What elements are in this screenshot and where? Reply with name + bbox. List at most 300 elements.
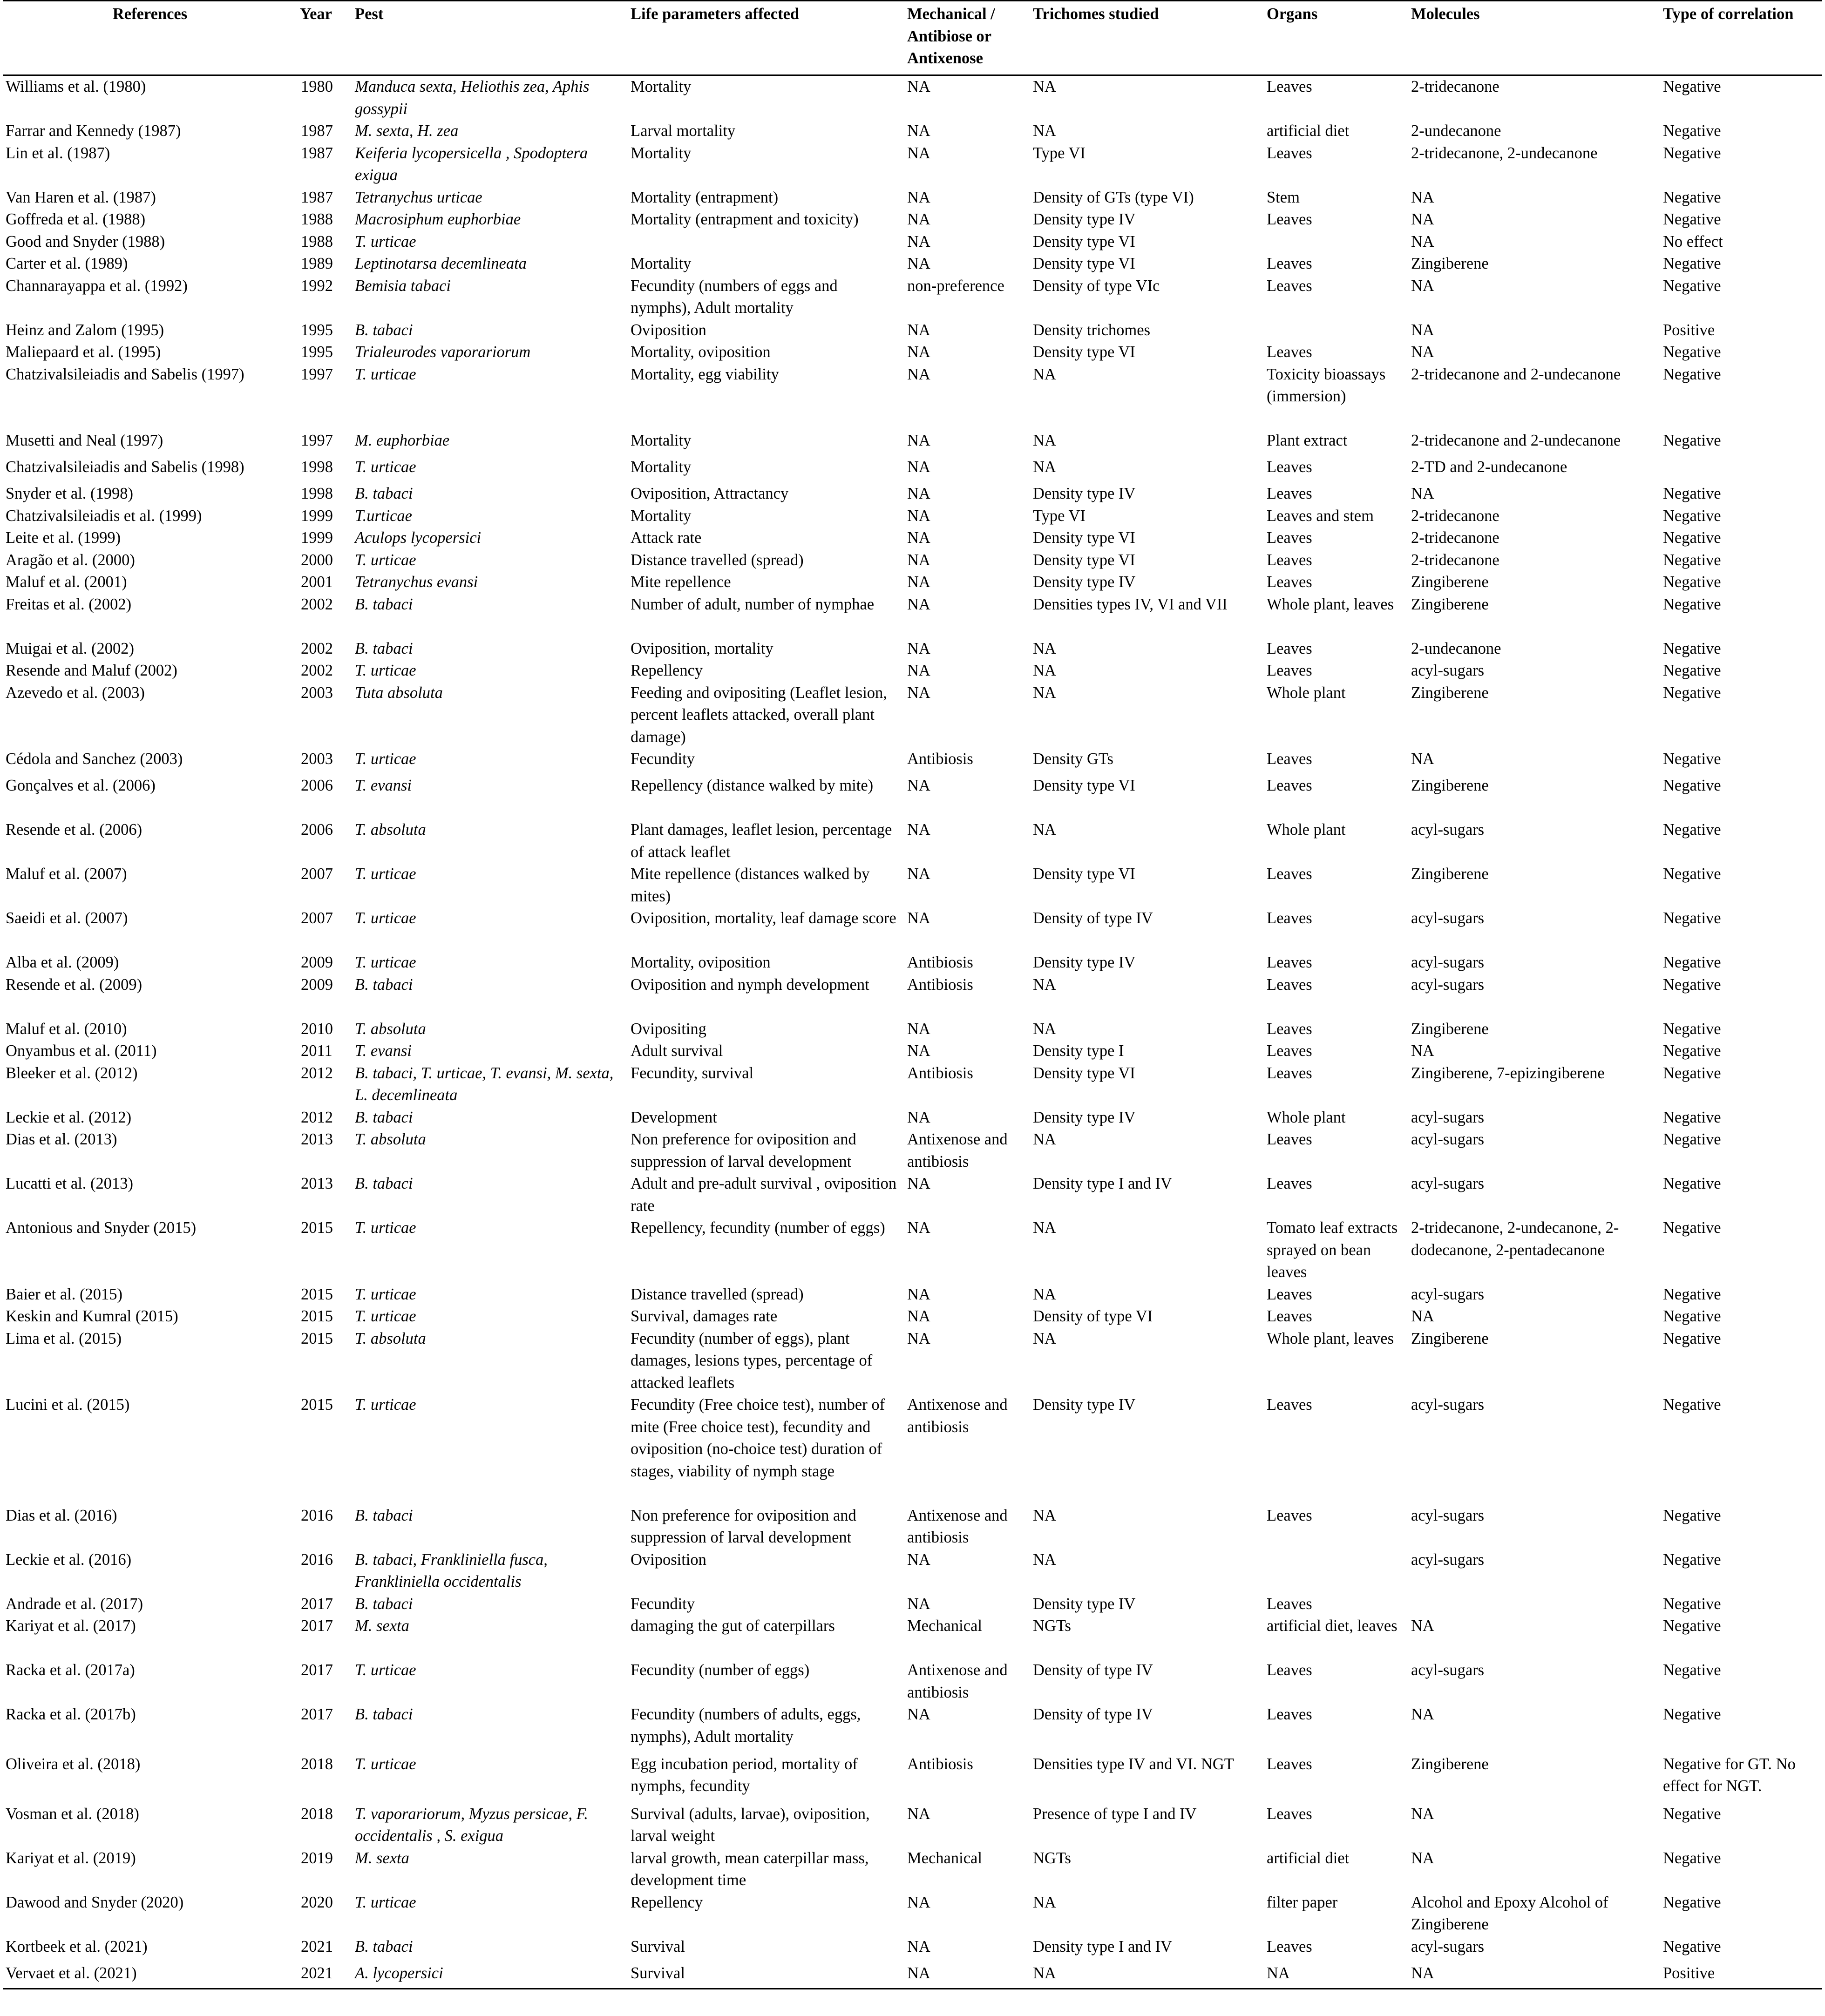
cell-correlation: Negative [1663, 1108, 1721, 1126]
cell-pest: T. urticae [355, 551, 416, 569]
cell-correlation: Negative [1663, 1020, 1721, 1038]
cell-organs: Leaves [1267, 1506, 1312, 1524]
cell-correlation: Negative [1663, 210, 1721, 228]
cell-year: 2009 [301, 954, 333, 971]
table-row [3, 1659, 1822, 1704]
cell-molecules: 2-TD and 2-undecanone [1411, 458, 1567, 476]
cell-life-parameters: Fecundity, survival [631, 1064, 754, 1082]
cell-trichomes: NA [1033, 639, 1056, 657]
cell-correlation: Negative [1663, 1396, 1721, 1414]
cell-reference: Oliveira et al. (2018) [6, 1755, 141, 1773]
cell-year: 2012 [301, 1108, 333, 1126]
cell-reference: Andrade et al. (2017) [6, 1595, 143, 1613]
table-row [3, 364, 1822, 430]
cell-pest: M. sexta [355, 1617, 409, 1635]
cell-reference: Freitas et al. (2002) [6, 595, 132, 613]
cell-organs [1264, 1549, 1408, 1593]
cell-pest: B. tabaci [355, 1108, 413, 1126]
cell-molecules: NA [1411, 1805, 1434, 1823]
cell-correlation: Negative [1663, 1307, 1721, 1325]
table-row [3, 1107, 1822, 1129]
cell-year: 2013 [301, 1130, 333, 1148]
cell-year: 1987 [301, 188, 333, 206]
cell-mechanism: Antibiosis [907, 975, 973, 994]
cell-reference: Muigai et al. (2002) [6, 639, 134, 657]
table-row [3, 819, 1822, 863]
cell-molecules: acyl-sugars [1411, 954, 1485, 971]
table-row [3, 1306, 1822, 1328]
cell-year: 2003 [301, 683, 333, 702]
cell-mechanism: NA [907, 662, 930, 679]
cell-mechanism: Antixenose and antibiosis [907, 1130, 1008, 1170]
cell-life-parameters: damaging the gut of caterpillars [631, 1617, 835, 1635]
references-table [3, 0, 1822, 1989]
cell-molecules: Zingiberene [1411, 865, 1489, 883]
cell-trichomes: NA [1033, 1020, 1056, 1038]
cell-reference: Lima et al. (2015) [6, 1329, 122, 1347]
cell-reference: Williams et al. (1980) [6, 78, 146, 95]
cell-life-parameters: Survival [628, 1962, 904, 1989]
cell-organs: Leaves [1267, 78, 1312, 95]
cell-reference: Kariyat et al. (2019) [6, 1849, 136, 1867]
cell-correlation: Negative [1663, 1661, 1721, 1679]
cell-molecules: 2-undecanone [1411, 639, 1501, 657]
cell-organs: Leaves [1267, 1755, 1312, 1773]
cell-reference: Carter et al. (1989) [6, 255, 128, 272]
cell-correlation: Negative [1663, 1937, 1721, 1955]
table-row [3, 1704, 1822, 1753]
cell-organs: artificial diet [1267, 1849, 1350, 1867]
cell-life-parameters: Larval mortality [631, 122, 736, 140]
cell-year: 2015 [301, 1307, 333, 1325]
cell-mechanism: NA [907, 865, 930, 883]
cell-pest: Tuta absoluta [355, 683, 443, 702]
cell-correlation: Negative [1663, 365, 1721, 383]
cell-year: 2002 [301, 662, 333, 679]
cell-organs: Leaves [1267, 551, 1312, 569]
cell-organs: Leaves [1267, 1285, 1312, 1303]
cell-correlation: Negative [1663, 1175, 1721, 1192]
cell-life-parameters: Mortality, egg viability [631, 365, 779, 383]
cell-pest: Keiferia lycopersicella , Spodoptera exigua [355, 144, 588, 184]
cell-pest: B. tabaci, Frankliniella fusca, Frankliniella occidentalis [355, 1550, 548, 1590]
table-row [3, 1394, 1822, 1505]
cell-life-parameters: Survival, damages rate [631, 1307, 778, 1325]
cell-reference: Bleeker et al. (2012) [6, 1064, 138, 1082]
cell-trichomes: Density type IV [1033, 954, 1136, 971]
cell-life-parameters: Ovipositing [631, 1020, 706, 1038]
cell-molecules: Zingiberene [1411, 777, 1489, 794]
cell-trichomes: Density type IV [1033, 1396, 1136, 1414]
cell-organs: Plant extract [1267, 432, 1348, 449]
cell-year: 2007 [301, 865, 333, 883]
cell-year: 2020 [301, 1893, 333, 1911]
cell-correlation: Negative [1663, 639, 1721, 657]
cell-pest: T. urticae [355, 1219, 416, 1237]
cell-year: 2017 [301, 1705, 333, 1723]
table-row [3, 638, 1822, 660]
cell-correlation: Negative [1663, 343, 1721, 361]
cell-reference: Heinz and Zalom (1995) [6, 321, 164, 339]
cell-organs: Leaves [1267, 343, 1312, 361]
cell-correlation: Negative [1663, 750, 1721, 768]
table-row [3, 187, 1822, 209]
cell-correlation [1660, 456, 1822, 483]
cell-pest: T. urticae [355, 1307, 416, 1325]
cell-organs: filter paper [1267, 1893, 1338, 1911]
cell-trichomes: Density type VI [1033, 343, 1135, 361]
table-row [3, 275, 1822, 319]
table-row [3, 1018, 1822, 1041]
cell-life-parameters: Fecundity (numbers of eggs and nymphs), Adult mortality [631, 277, 838, 317]
cell-mechanism: NA [907, 432, 930, 449]
cell-life-parameters: Adult and pre-adult survival , oviposition rate [631, 1175, 897, 1215]
cell-trichomes: Density type IV [1033, 485, 1136, 502]
table-row [3, 748, 1822, 775]
cell-year: 2017 [301, 1617, 333, 1635]
cell-life-parameters: Non preference for oviposition and suppression of larval development [631, 1130, 856, 1170]
cell-year: 1998 [301, 458, 333, 476]
cell-mechanism: NA [907, 909, 930, 927]
cell-reference: Dias et al. (2016) [6, 1506, 117, 1524]
cell-life-parameters: Repellency [631, 1893, 703, 1911]
cell-organs: NA [1264, 1962, 1408, 1989]
cell-pest: B. tabaci [355, 975, 413, 994]
cell-molecules: 2-tridecanone, 2-undecanone [1411, 144, 1598, 162]
cell-correlation: Negative [1663, 1064, 1721, 1082]
cell-mechanism: NA [907, 1108, 930, 1126]
cell-mechanism: Antibiosis [907, 1755, 973, 1773]
cell-molecules: 2-tridecanone [1411, 529, 1499, 547]
cell-life-parameters: Mortality, oviposition [631, 343, 771, 361]
cell-pest: T. urticae [355, 458, 416, 476]
cell-reference: Farrar and Kennedy (1987) [6, 122, 181, 140]
cell-mechanism: NA [907, 1042, 930, 1060]
cell-trichomes: Density of type IV [1033, 1705, 1153, 1723]
cell-reference: Lucini et al. (2015) [6, 1396, 130, 1414]
cell-correlation: Negative [1663, 573, 1721, 591]
cell-pest: T. urticae [355, 750, 416, 768]
cell-pest: A. lycopersici [352, 1962, 628, 1989]
cell-trichomes: Density type VI [1033, 865, 1135, 883]
cell-molecules: acyl-sugars [1411, 1175, 1485, 1192]
cell-reference: Chatzivalsileiadis and Sabelis (1998) [6, 458, 244, 476]
cell-life-parameters: Survival [631, 1937, 685, 1955]
cell-year: 2009 [301, 975, 333, 994]
cell-year: 1987 [301, 122, 333, 140]
cell-molecules: 2-tridecanone [1411, 551, 1499, 569]
table-row [3, 1892, 1822, 1936]
cell-mechanism: NA [907, 1937, 930, 1955]
cell-reference: Aragão et al. (2000) [6, 551, 135, 569]
cell-reference: Vervaet et al. (2021) [3, 1962, 297, 1989]
cell-molecules: NA [1411, 1042, 1434, 1060]
cell-correlation: Negative [1663, 777, 1721, 794]
table-row [3, 319, 1822, 342]
table-row [3, 253, 1822, 275]
cell-molecules: acyl-sugars [1411, 1661, 1485, 1679]
cell-pest: T. urticae [355, 1893, 416, 1911]
cell-reference: Snyder et al. (1998) [6, 485, 134, 502]
cell-year: 2001 [301, 573, 333, 591]
cell-molecules: Zingiberene [1411, 573, 1489, 591]
table-row [3, 1615, 1822, 1659]
cell-organs [1264, 319, 1408, 342]
cell-year: 1995 [301, 343, 333, 361]
cell-pest: T. absoluta [355, 1020, 426, 1038]
cell-reference: Maluf et al. (2010) [6, 1020, 127, 1038]
table-row [3, 1129, 1822, 1173]
cell-mechanism: NA [907, 485, 930, 502]
cell-organs: Whole plant, leaves [1267, 595, 1394, 613]
cell-reference: Good and Snyder (1988) [6, 232, 165, 250]
table-row [3, 75, 1822, 121]
cell-mechanism: Antibiosis [907, 1064, 973, 1082]
cell-molecules: 2-undecanone [1411, 122, 1501, 140]
cell-life-parameters: Fecundity [631, 1595, 695, 1613]
cell-mechanism: NA [907, 78, 930, 95]
cell-organs: Leaves [1267, 573, 1312, 591]
cell-life-parameters: Development [631, 1108, 717, 1126]
cell-trichomes: Density trichomes [1033, 321, 1150, 339]
col-header-year: Year [297, 1, 352, 75]
cell-mechanism: NA [907, 573, 930, 591]
cell-correlation: No effect [1663, 232, 1723, 250]
cell-reference: Resende et al. (2009) [6, 975, 142, 994]
cell-year: 2003 [301, 750, 333, 768]
cell-year: 2006 [301, 821, 333, 839]
cell-molecules: acyl-sugars [1411, 909, 1485, 927]
cell-mechanism: NA [907, 1020, 930, 1038]
table-row [3, 1173, 1822, 1217]
cell-trichomes: Presence of type I and IV [1033, 1805, 1197, 1823]
cell-molecules: Alcohol and Epoxy Alcohol of Zingiberene [1411, 1893, 1608, 1934]
cell-mechanism: Antixenose and antibiosis [907, 1396, 1008, 1436]
cell-life-parameters: Survival (adults, larvae), oviposition, larval weight [631, 1805, 870, 1845]
cell-correlation: Negative for GT. No effect for NGT. [1663, 1755, 1796, 1795]
cell-mechanism: NA [907, 188, 930, 206]
cell-molecules: 2-tridecanone [1411, 507, 1499, 525]
cell-pest: Macrosiphum euphorbiae [355, 210, 521, 228]
cell-trichomes: Density type IV [1033, 573, 1136, 591]
cell-year: 1987 [301, 144, 333, 162]
cell-organs: Leaves [1267, 1805, 1312, 1823]
cell-mechanism: NA [907, 144, 930, 162]
cell-life-parameters: Mortality [631, 78, 692, 95]
cell-life-parameters: Oviposition and nymph development [631, 975, 869, 994]
cell-organs: Whole plant, leaves [1267, 1329, 1394, 1347]
cell-organs: Leaves [1267, 1937, 1312, 1955]
cell-year: 1999 [301, 507, 333, 525]
cell-mechanism: Antibiosis [907, 954, 973, 971]
cell-molecules: Zingiberene [1411, 1755, 1489, 1773]
cell-mechanism: non-preference [907, 277, 1004, 295]
cell-correlation: Negative [1663, 1617, 1721, 1635]
cell-mechanism: NA [907, 1307, 930, 1325]
cell-life-parameters: Oviposition, Attractancy [631, 485, 789, 502]
table-row [3, 341, 1822, 364]
cell-pest: B. tabaci [355, 1595, 413, 1613]
table-row [3, 483, 1822, 505]
cell-correlation: Negative [1663, 975, 1721, 994]
cell-organs: Leaves [1267, 975, 1312, 994]
cell-molecules: acyl-sugars [1411, 1396, 1485, 1414]
cell-molecules: NA [1411, 1307, 1434, 1325]
table-row [3, 527, 1822, 549]
cell-year: 1999 [301, 529, 333, 547]
cell-pest: T. urticae [355, 1661, 416, 1679]
cell-life-parameters: Distance travelled (spread) [631, 1285, 804, 1303]
cell-correlation: Negative [1663, 1805, 1721, 1823]
cell-organs: Leaves [1267, 529, 1312, 547]
cell-mechanism: NA [907, 1550, 930, 1569]
col-header-organs: Organs [1264, 1, 1408, 75]
cell-molecules: NA [1411, 210, 1434, 228]
cell-trichomes: Density type VI [1033, 777, 1135, 794]
table-row [3, 120, 1822, 142]
cell-pest: Leptinotarsa decemlineata [355, 255, 527, 272]
cell-year: 1997 [301, 432, 333, 449]
cell-reference: Racka et al. (2017b) [6, 1705, 136, 1723]
cell-life-parameters: Fecundity (number of eggs), plant damages, lesions types, percentage of attacked leaflets [631, 1329, 873, 1392]
cell-year: 2002 [301, 639, 333, 657]
cell-correlation: Negative [1663, 909, 1721, 927]
cell-molecules: NA [1411, 321, 1434, 339]
cell-molecules: Zingiberene [1411, 1020, 1489, 1038]
cell-trichomes: Density type IV [1033, 1595, 1136, 1613]
cell-reference: Maluf et al. (2001) [6, 573, 127, 591]
cell-life-parameters: Fecundity (number of eggs) [631, 1661, 810, 1679]
cell-molecules: acyl-sugars [1411, 975, 1485, 994]
cell-pest: M. sexta [355, 1849, 409, 1867]
cell-pest: B. tabaci [355, 1506, 413, 1524]
col-header-life-parameters: Life parameters affected [628, 1, 904, 75]
cell-reference: Goffreda et al. (1988) [6, 210, 146, 228]
cell-trichomes: Density type VI [1033, 529, 1135, 547]
cell-molecules: NA [1411, 485, 1434, 502]
cell-year: 2007 [301, 909, 333, 927]
cell-pest: Manduca sexta, Heliothis zea, Aphis gossypii [355, 78, 590, 118]
cell-correlation: Negative [1663, 954, 1721, 971]
cell-organs: Leaves [1267, 1042, 1312, 1060]
cell-mechanism: NA [907, 458, 930, 476]
cell-mechanism: NA [907, 255, 930, 272]
table-row [3, 1505, 1822, 1549]
cell-trichomes: Density type VI [1033, 255, 1135, 272]
cell-correlation: Negative [1663, 1849, 1721, 1867]
cell-molecules: acyl-sugars [1411, 1506, 1485, 1524]
cell-life-parameters: Attack rate [631, 529, 702, 547]
cell-life-parameters: Non preference for oviposition and suppression of larval development [631, 1506, 856, 1546]
cell-mechanism: NA [907, 365, 930, 383]
cell-pest: T. urticae [355, 365, 416, 383]
cell-correlation: Negative [1663, 1506, 1721, 1524]
cell-pest: T. absoluta [355, 1329, 426, 1347]
table-row [3, 660, 1822, 682]
cell-year: 2018 [301, 1755, 333, 1773]
cell-organs: Stem [1267, 188, 1300, 206]
cell-trichomes: NGTs [1033, 1617, 1071, 1635]
cell-life-parameters: Fecundity [631, 750, 695, 768]
cell-year: 2002 [301, 595, 333, 613]
cell-trichomes: Type VI [1033, 144, 1086, 162]
cell-mechanism: Antixenose and antibiosis [907, 1506, 1008, 1546]
cell-trichomes: NA [1033, 432, 1056, 449]
cell-molecules: acyl-sugars [1411, 1550, 1485, 1569]
cell-pest: T. evansi [355, 777, 412, 794]
cell-reference: Saeidi et al. (2007) [6, 909, 128, 927]
table-row [3, 1549, 1822, 1593]
cell-year: 2021 [301, 1937, 333, 1955]
cell-correlation: Negative [1663, 432, 1721, 449]
table-row [3, 430, 1822, 456]
cell-correlation: Negative [1663, 1550, 1721, 1569]
cell-organs: Toxicity bioassays (immersion) [1267, 365, 1386, 405]
cell-trichomes: NA [1030, 1962, 1264, 1989]
cell-molecules: NA [1411, 188, 1434, 206]
cell-mechanism: Mechanical [907, 1617, 982, 1635]
cell-pest: B. tabaci [355, 1705, 413, 1723]
table-row [3, 907, 1822, 952]
cell-organs: Leaves [1267, 750, 1312, 768]
table-header [3, 1, 1822, 75]
cell-year: 2015 [301, 1396, 333, 1414]
cell-pest: B. tabaci [355, 321, 413, 339]
cell-correlation: Negative [1663, 551, 1721, 569]
cell-mechanism: NA [907, 343, 930, 361]
cell-life-parameters: Mortality [631, 458, 692, 476]
cell-reference: Lucatti et al. (2013) [6, 1175, 133, 1192]
cell-reference: Chatzivalsileiadis and Sabelis (1997) [6, 365, 244, 383]
cell-year: 1989 [301, 255, 333, 272]
cell-life-parameters: Distance travelled (spread) [631, 551, 804, 569]
cell-correlation: Negative [1663, 1130, 1721, 1148]
table-row [3, 863, 1822, 907]
cell-reference: Cédola and Sanchez (2003) [6, 750, 183, 768]
cell-organs: Leaves [1267, 144, 1312, 162]
table-row [3, 505, 1822, 528]
cell-correlation: Negative [1663, 144, 1721, 162]
table-row [3, 1062, 1822, 1107]
cell-pest: Aculops lycopersici [355, 529, 482, 547]
cell-life-parameters: Mortality [631, 144, 692, 162]
cell-organs: Leaves [1267, 458, 1312, 476]
cell-trichomes: Density of type IV [1033, 1661, 1153, 1679]
cell-pest: T. urticae [355, 909, 416, 927]
cell-molecules: acyl-sugars [1411, 1937, 1485, 1955]
cell-correlation: Negative [1663, 1329, 1721, 1347]
cell-molecules: Zingiberene, 7-epizingiberene [1411, 1064, 1605, 1082]
cell-year: 2015 [301, 1329, 333, 1347]
cell-reference: Racka et al. (2017a) [6, 1661, 135, 1679]
cell-reference: Dawood and Snyder (2020) [6, 1893, 184, 1911]
cell-year: 2018 [301, 1805, 333, 1823]
cell-life-parameters: Adult survival [631, 1042, 723, 1060]
cell-correlation: Negative [1663, 78, 1721, 95]
cell-correlation: Negative [1663, 1893, 1721, 1911]
cell-mechanism: NA [907, 683, 930, 702]
cell-life-parameters: larval growth, mean caterpillar mass, development time [631, 1849, 869, 1889]
table-row [3, 1284, 1822, 1306]
cell-mechanism: NA [907, 639, 930, 657]
cell-organs: Whole plant [1267, 821, 1346, 839]
cell-pest: T.urticae [355, 507, 412, 525]
cell-pest: T. absoluta [355, 1130, 426, 1148]
cell-mechanism: NA [907, 1329, 930, 1347]
cell-year: 2017 [301, 1595, 333, 1613]
cell-molecules: 2-tridecanone and 2-undecanone [1411, 432, 1621, 449]
cell-reference: Keskin and Kumral (2015) [6, 1307, 178, 1325]
